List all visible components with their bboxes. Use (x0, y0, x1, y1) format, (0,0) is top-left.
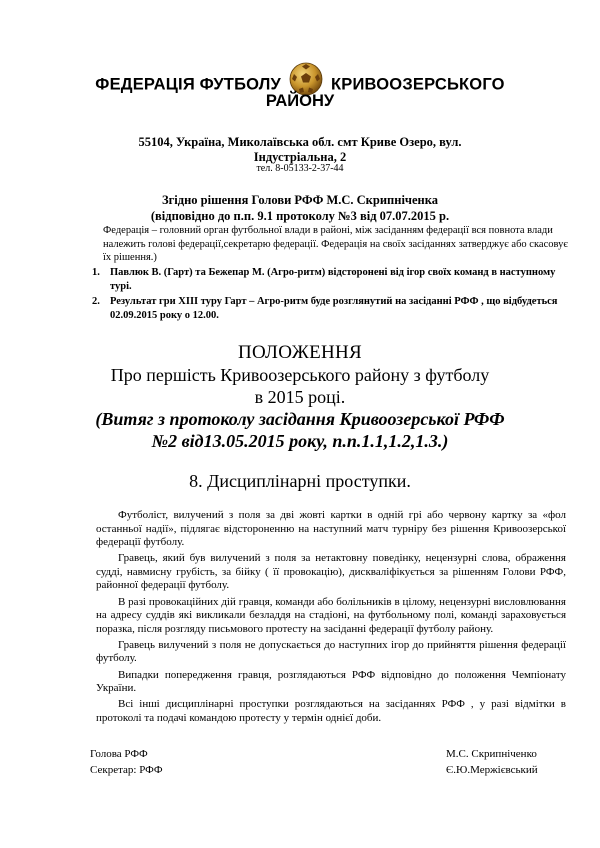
section-body (96, 509, 566, 728)
federation-title-part1: ФЕДЕРАЦІЯ ФУТБОЛУ (95, 75, 282, 94)
signature-row-secretary (90, 762, 570, 778)
federation-title-line2: РАЙОНУ (265, 92, 335, 110)
regulation-title: ПОЛОЖЕННЯ (237, 342, 363, 363)
decision-list-item (92, 295, 578, 322)
signature-row-head (90, 746, 570, 762)
head-name: М.С. Скрипніченко (446, 748, 537, 760)
secretary-name: Є.Ю.Мержієвський (446, 764, 538, 776)
address-line1: 55104, Україна, Миколаївська обл. смт Криве Озеро, вул. (138, 135, 462, 149)
body-paragraph: Гравець, який був вилучений з поля за нетактовну поведінку, нецензурні слова, ображення судді, навмисну грубість, за бійку ( її провокацію), дискваліфікується за рішенням Голови РФФ, районної федерації футболу. (96, 552, 566, 592)
decision-item-number: 1. (92, 267, 100, 278)
body-paragraph: Всі інші дисциплінарні проступки розглядаються на засіданнях РФФ , у разі відмітки в протоколі та подачі командою протесту у термін однієї доби. (96, 698, 566, 724)
decision-item-text: Результат гри XIII туру Гарт – Агро-ритм буде розглянутий на засіданні РФФ , що відбудеться 02.09.2015 року о 12.00. (110, 296, 558, 321)
decision-item-text: Павлюк В. (Гарт) та Бежепар М. (Агро-ритм) відсторонені від ігор своїх команд в наступному турі. (110, 267, 556, 292)
protocol-extract-line1: (Витяг з протоколу засідання Кривоозерської РФФ (95, 409, 505, 429)
signatures (90, 746, 570, 778)
address-line2: Індустріальна, 2 (253, 150, 347, 164)
head-title: Голова РФФ (90, 748, 148, 760)
section-heading: 8. Дисциплінарні проступки. (189, 471, 411, 491)
decision-intro: Федерація – головний орган футбольної влади в районі, між засіданням федерації вся повнота влади належить голові федерації,секретарю федерації. Федерація на своїх засіданнях затверджує або скасовує їх рішення.) (103, 225, 568, 263)
protocol-extract-line2: №2 від13.05.2015 року, п.п.1.1,1.2,1.3.) (151, 431, 449, 451)
secretary-title: Секретар: РФФ (90, 764, 163, 776)
federation-title-part2: КРИВООЗЕРСЬКОГО (331, 75, 505, 94)
decision-line2: (відповідно до п.п. 9.1 протоколу №3 від 07.07.2015 р. (150, 209, 450, 223)
football-ball-icon (289, 62, 323, 96)
regulation-subtitle-1: Про першість Кривоозерського району з футболу (110, 365, 490, 385)
regulation-subtitle-2: в 2015 році. (254, 387, 346, 407)
decision-list-item (92, 266, 578, 293)
decision-line1: Згідно рішення Голови РФФ М.С. Скрипніченка (162, 193, 438, 207)
body-paragraph: Футболіст, вилучений з поля за дві жовті картки в одній грі або червону картку за «фол останньої надії», підлягає відстороненню на наступний матч турніру без рішення Кривоозерської федерації футболу. (96, 509, 566, 549)
decision-item-number: 2. (92, 296, 100, 307)
body-paragraph: В разі провокаційних дій гравця, команди або болільників в цілому, нецензурні висловлювання на адресу суддів які викликали безладдя на стадіоні, на футбольному полі, команді зараховується поразка, після розгляду письмового протесту на засіданні федерації футболу району. (96, 595, 566, 635)
decision-heading (0, 192, 600, 224)
address (0, 135, 600, 165)
phone-number: тел. 8-05133-2-37-44 (256, 163, 344, 174)
body-paragraph: Гравець вилучений з поля не допускається до наступних ігор до прийняття рішення федерації футболу. (96, 638, 566, 665)
body-paragraph: Випадки попередження гравця, розглядаються РФФ відповідно до положення Чемпіонату України. (96, 668, 566, 695)
decision-list (92, 266, 578, 324)
